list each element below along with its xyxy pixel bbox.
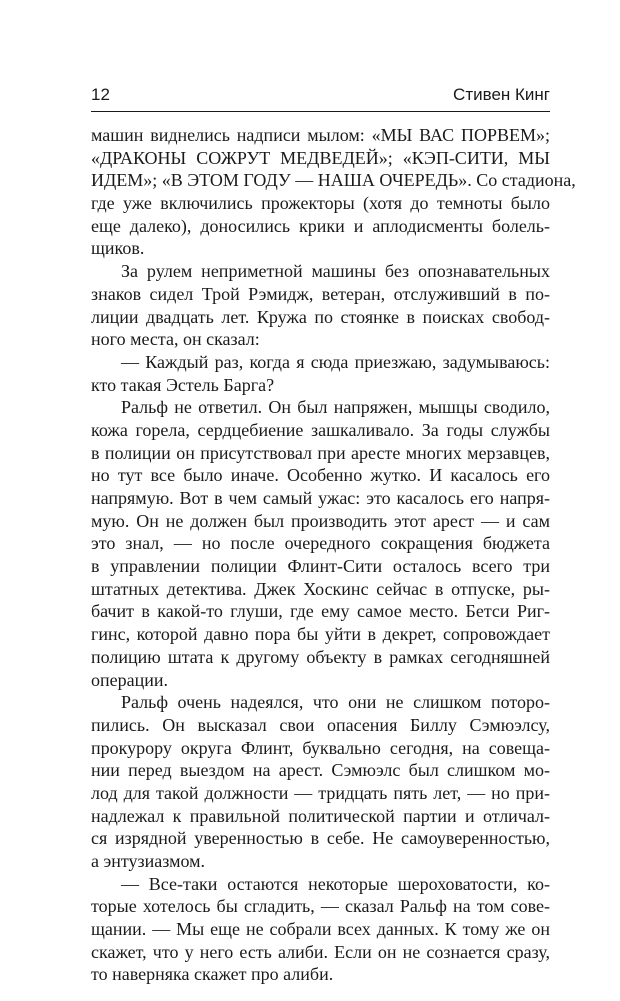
- text-line: лиции двадцать лет. Кружа по стоянке в поисках свобод-: [91, 306, 550, 327]
- text-line: но тут все было иначе. Особенно жутко. И касалось его: [91, 465, 550, 486]
- running-title: Стивен Кинг: [453, 85, 550, 104]
- text-line: «ДРАКОНЫ СОЖРУТ МЕДВЕДЕЙ»; «КЭП-СИТИ, МЫ: [91, 147, 550, 168]
- text-line: это знал, — но после очередного сокращения бюджета: [91, 533, 550, 554]
- text-line: — Все-таки остаются некоторые шероховатости, ко-: [121, 873, 550, 894]
- text-line: щании. — Мы еще не собрали всех данных. К тому же он: [91, 919, 550, 940]
- text-line: еще далеко), доносились крики и аплодисменты болель-: [91, 215, 550, 236]
- header-rule: [91, 111, 550, 112]
- text-line: лод для такой должности — тридцать пять лет, — но при-: [91, 782, 550, 803]
- text-line: ного места, он сказал:: [91, 329, 260, 350]
- text-line: торые хотелось бы сгладить, — сказал Ральф на том сове-: [91, 896, 550, 917]
- running-header: [91, 84, 550, 106]
- text-line: щиков.: [91, 238, 145, 259]
- text-line: — Каждый раз, когда я сюда приезжаю, задумываюсь:: [121, 351, 550, 372]
- text-line: штатных детектива. Джек Хоскинс сейчас в отпуске, ры-: [91, 578, 550, 599]
- text-line: в полиции он присутствовал при аресте многих мерзавцев,: [91, 442, 550, 463]
- text-line: где уже включились прожекторы (хотя до темноты было: [91, 193, 550, 214]
- page-number: 12: [91, 85, 110, 104]
- text-line: мую. Он не должен был производить этот арест — и сам: [91, 510, 550, 531]
- text-line: скажет, что у него есть алиби. Если он не сознается сразу,: [91, 941, 550, 962]
- text-line: в управлении полиции Флинт-Сити осталось всего три: [91, 556, 550, 577]
- text-line: кто такая Эстель Барга?: [91, 374, 275, 395]
- text-line: кожа горела, сердцебиение зашкаливало. За годы службы: [91, 419, 550, 440]
- text-line: полицию штата к другому объекту в рамках сегодняшней: [91, 646, 550, 667]
- body-text: [91, 124, 576, 986]
- text-line: а энтузиазмом.: [91, 851, 206, 871]
- text-line: машин виднелись надписи мылом: «МЫ ВАС ПОРВЕМ»;: [91, 125, 550, 145]
- text-line: За рулем неприметной машины без опознавательных: [121, 261, 550, 282]
- text-line: надлежал к правильной политической партии и отличал-: [91, 805, 550, 826]
- text-line: прокурору округа Флинт, буквально сегодня, на совеща-: [91, 737, 550, 758]
- text-line: Ральф очень надеялся, что они не слишком поторо-: [121, 692, 550, 713]
- text-line: Ральф не ответил. Он был напряжен, мышцы сводило,: [121, 397, 550, 418]
- text-line: нии перед выездом на арест. Сэмюэлс был слишком мо-: [91, 760, 550, 781]
- text-line: пились. Он высказал свои опасения Биллу Сэмюэлсу,: [91, 714, 550, 735]
- text-line: гинс, которой давно пора бы уйти в декрет, сопровождает: [91, 624, 550, 645]
- text-line: напрямую. Вот в чем самый ужас: это касалось его напря-: [91, 488, 550, 508]
- text-line: бачит в какой-то глуши, где ему самое место. Бетси Риг-: [91, 601, 550, 622]
- text-line: то наверняка скажет про алиби.: [91, 964, 334, 985]
- text-line: знаков сидел Трой Рэмидж, ветеран, отслуживший в по-: [91, 283, 550, 304]
- text-line: ся изрядной уверенностью в себе. Не самоуверенностью,: [91, 828, 550, 849]
- text-line: операции.: [91, 669, 169, 690]
- text-line: ИДЕМ»; «В ЭТОМ ГОДУ — НАША ОЧЕРЕДЬ». Со стадиона,: [91, 170, 576, 191]
